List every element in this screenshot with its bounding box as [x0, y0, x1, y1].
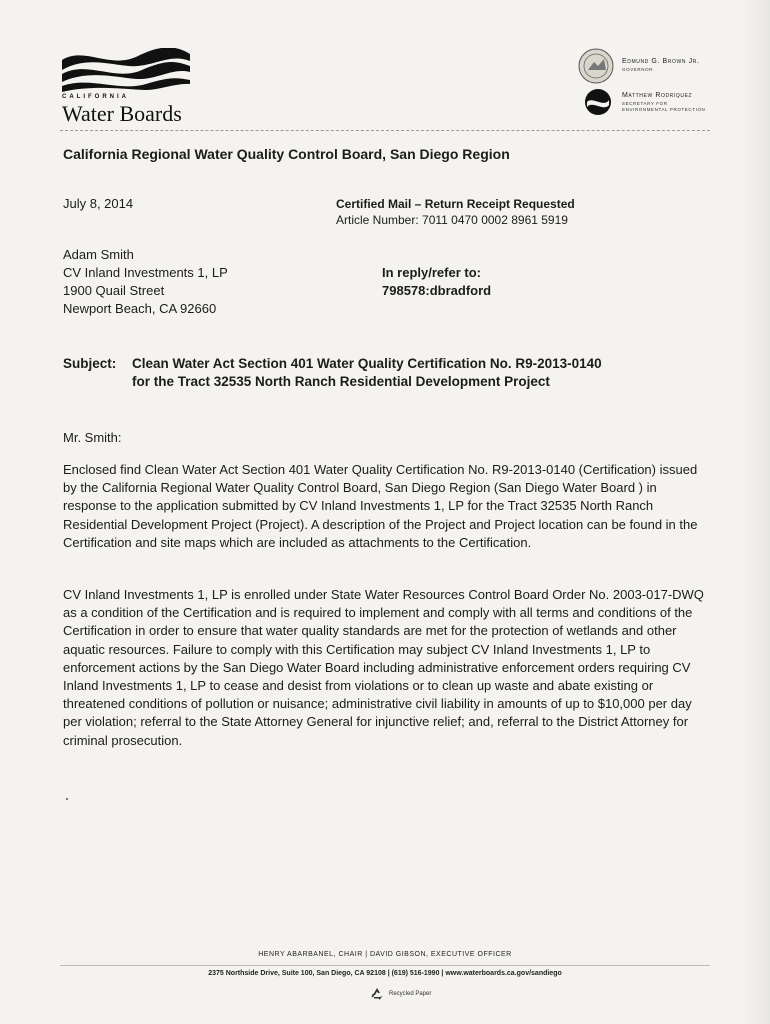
show-through-shading [740, 0, 770, 1024]
logo-org-name: Water Boards [62, 101, 182, 126]
state-seal-icon [578, 48, 614, 84]
reply-reference: 798578:dbradford [382, 283, 492, 298]
body-paragraph-2: CV Inland Investments 1, LP is enrolled under State Water Resources Control Board Order No. 2003-017-DWQ as a condition of the Certification and is required to implement and comply with all terms and conditions of the Certification in order to ensure that water quality standards are met for the protection of wetlands and other aquatic resources. Failure to comply with this Certification may subject CV Inland Investments 1, LP to enforcement actions by the San Diego Water Board including administrative enforcement orders requiring CV Inland Investments 1, LP to cease and desist from violations or to clean up waste and abate existing or threatened conditions of pollution or nuisance; administrative civil liability in amounts of up to $10,000 per day per violation; referral to the State Attorney General for injunctive relief; and, referral to the District Attorney for criminal prosecution. [63, 587, 704, 748]
footer-address: 2375 Northside Drive, Suite 100, San Diego, CA 92108 | (619) 516-1990 | www.waterboards.ca.gov/sandiego [208, 970, 562, 977]
reply-label: In reply/refer to: [382, 265, 481, 280]
scan-speck [66, 798, 68, 800]
subject-label: Subject: [63, 356, 117, 371]
footer-divider [60, 965, 710, 966]
recipient-street: 1900 Quail Street [63, 283, 165, 298]
governor-name: Edmund G. Brown Jr. [622, 58, 700, 65]
letterhead-divider [60, 130, 710, 131]
secretary-title-line1: SECRETARY FOR [622, 101, 668, 106]
calepa-logo-icon [584, 88, 612, 116]
subject-line-2: for the Tract 32535 North Ranch Residential Development Project [132, 374, 550, 389]
article-number: Article Number: 7011 0470 0002 8961 5919 [336, 213, 568, 227]
salutation: Mr. Smith: [63, 430, 122, 445]
letter-date: July 8, 2014 [63, 196, 134, 211]
body-paragraph-1: Enclosed find Clean Water Act Section 401 Water Quality Certification No. R9-2013-0140 (Certification) issued by the California Regional Water Quality Control Board, San Diego Region (San Diego Water Board ) in response to the application submitted by CV Inland Investments 1, LP for the Tract 32535 North Ranch Residential Development Project (Project). A description of the Project and Project location can be found in the Certification and site maps which are included as attachments to the Certification. [63, 462, 698, 550]
recycle-icon [370, 987, 384, 1001]
recipient-name: Adam Smith [63, 247, 134, 262]
certified-mail-line: Certified Mail – Return Receipt Requested [336, 197, 575, 211]
water-boards-waves-logo [60, 48, 192, 92]
governor-title: GOVERNOR [622, 67, 654, 72]
board-title: California Regional Water Quality Control Board, San Diego Region [63, 146, 510, 162]
recycled-paper-label: Recycled Paper [389, 991, 432, 997]
secretary-name: Matthew Rodriquez [622, 92, 693, 99]
recipient-company: CV Inland Investments 1, LP [63, 265, 228, 280]
secretary-title-line2: ENVIRONMENTAL PROTECTION [622, 107, 706, 112]
footer-officers: HENRY ABARBANEL, CHAIR | DAVID GIBSON, EXECUTIVE OFFICER [258, 951, 512, 958]
logo-state-label: CALIFORNIA [62, 94, 129, 100]
recipient-city: Newport Beach, CA 92660 [63, 301, 217, 316]
subject-line-1: Clean Water Act Section 401 Water Quality Certification No. R9-2013-0140 [132, 356, 602, 371]
